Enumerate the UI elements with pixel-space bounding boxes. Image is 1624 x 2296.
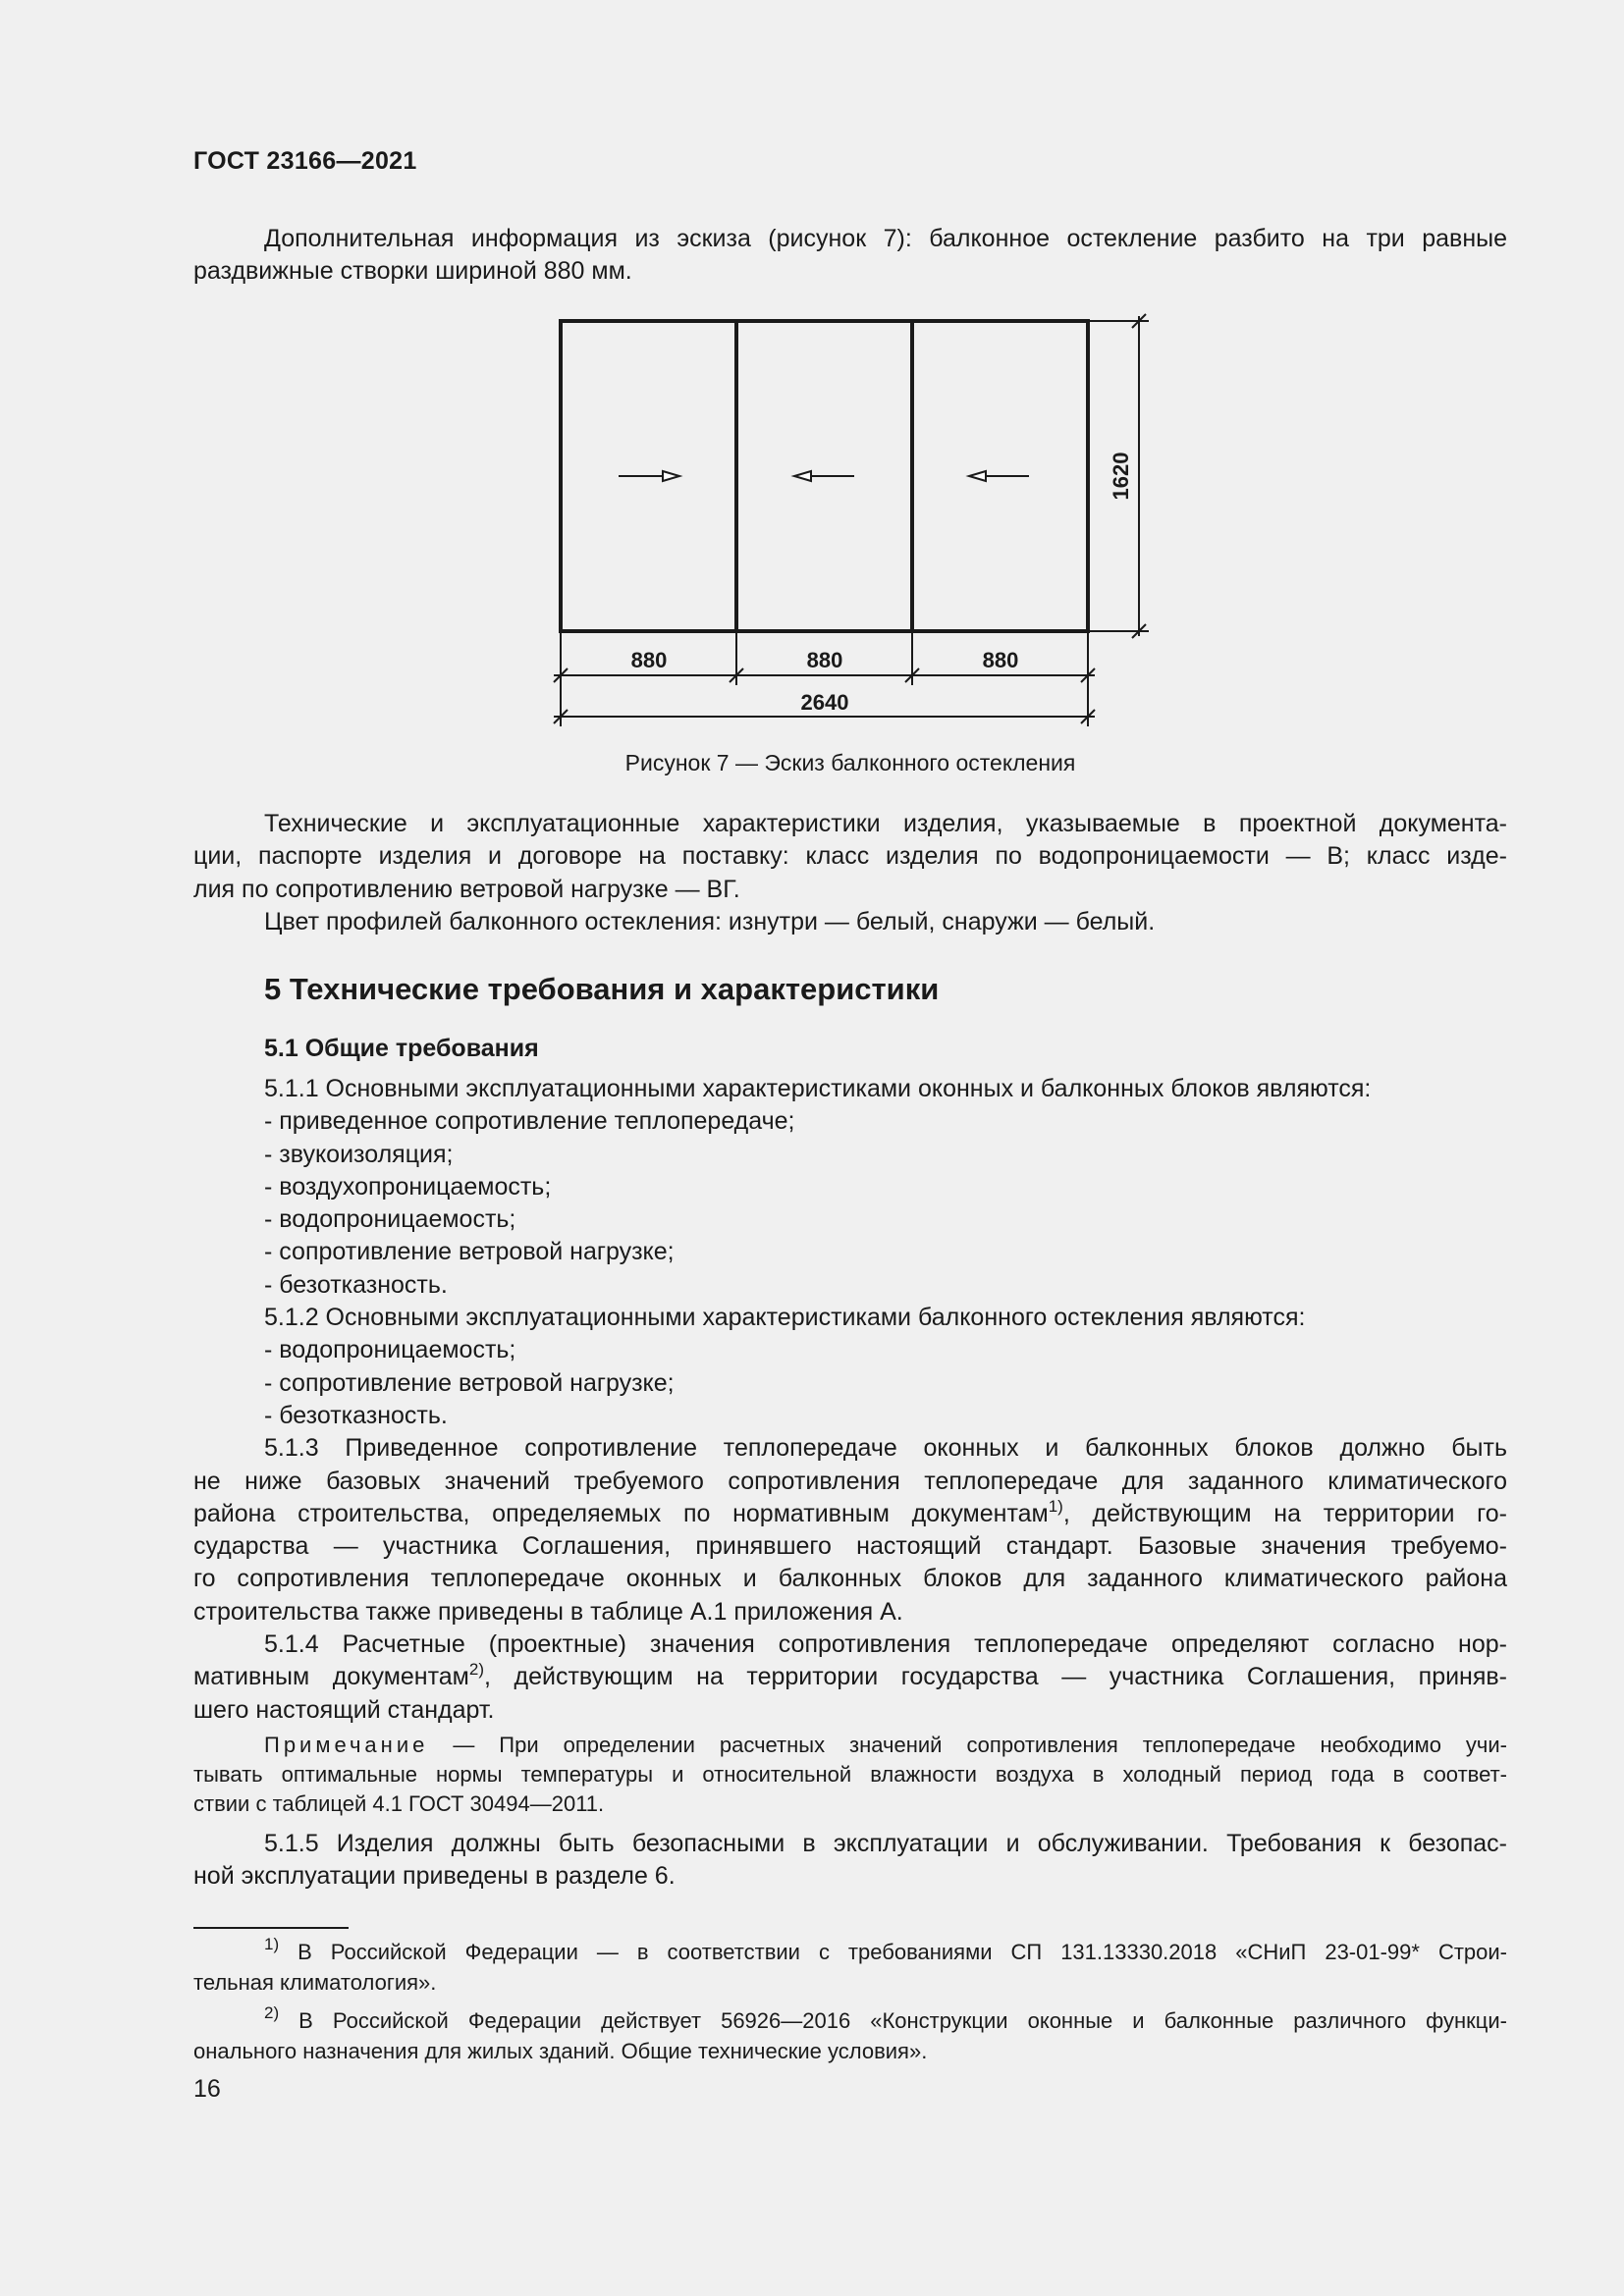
- dim-height-label: 1620: [1109, 452, 1133, 501]
- tech-line-2: ции, паспорте изделия и договоре на поставку: класс изделия по водопроницаемости — В; класс изде-: [193, 842, 1507, 871]
- tech-paragraph: [193, 808, 1507, 938]
- list-item: - водопроницаемость;: [264, 1205, 516, 1234]
- note-label: Примечание: [264, 1733, 429, 1757]
- section-5-body: [193, 1073, 1507, 1727]
- text-run: мативным документам: [193, 1663, 469, 1691]
- footnote-separator: [193, 1927, 349, 1929]
- standard-header: ГОСТ 23166—2021: [193, 147, 417, 175]
- list-item: - сопротивление ветровой нагрузке;: [264, 1368, 675, 1397]
- list-item: - водопроницаемость;: [264, 1336, 516, 1364]
- paragraph-5-1-1: 5.1.1 Основными эксплуатационными характеристиками оконных и балконных блоков являются:: [264, 1075, 1372, 1102]
- sash-arrow-left-icon: [794, 471, 854, 481]
- paragraph-5-1-5-line-2: ной эксплуатации приведены в разделе 6.: [193, 1862, 676, 1891]
- section-5-1-title: 5.1 Общие требования: [264, 1035, 539, 1062]
- note-line-3: ствии с таблицей 4.1 ГОСТ 30494—2011.: [193, 1791, 605, 1816]
- dim-sash-3-label: 880: [982, 648, 1019, 672]
- intro-line-1: Дополнительная информация из эскиза (рисунок 7): балконное остекление разбито на три равные: [264, 225, 1507, 252]
- paragraph-5-1-5: [193, 1828, 1507, 1894]
- sash-arrow-right-icon: [619, 471, 679, 481]
- list-item: - безотказность.: [264, 1270, 448, 1299]
- figure-balcony-glazing-sketch: [0, 0, 1624, 785]
- text-run: В Российской Федерации действует 56926—2016 «Конструкции оконные и балконные различного функци-: [279, 2008, 1507, 2033]
- paragraph-5-1-5-line-1: 5.1.5 Изделия должны быть безопасными в эксплуатации и обслуживании. Требования к безопас-: [264, 1830, 1507, 1857]
- paragraph-5-1-4-line-1: 5.1.4 Расчетные (проектные) значения сопротивления теплопередаче определяют согласно нор-: [264, 1630, 1507, 1659]
- dim-sash-2-label: 880: [806, 648, 843, 672]
- tech-line-3: лия по сопротивлению ветровой нагрузке — ВГ.: [193, 875, 740, 903]
- footnote-1-mark: 1): [264, 1935, 280, 1953]
- list-item: - воздухопроницаемость;: [264, 1172, 552, 1201]
- figure-caption: Рисунок 7 — Эскиз балконного остекления: [624, 750, 1076, 775]
- paragraph-5-1-2: 5.1.2 Основными эксплуатационными характеристиками балконного остекления являются:: [264, 1304, 1306, 1332]
- footnote-2: [193, 2005, 1507, 2066]
- dim-sash-1-label: 880: [630, 648, 668, 672]
- footnote-2-line-1: [193, 2005, 1507, 2036]
- paragraph-5-1-3-line-4: сударства — участника Соглашения, принявшего настоящий стандарт. Базовые значения требуемо-: [193, 1532, 1507, 1561]
- paragraph-5-1-3-line-6: строительства также приведены в таблице А.1 приложения А.: [193, 1597, 903, 1626]
- paragraph-5-1-3-line-2: не ниже базовых значений требуемого сопротивления теплопередаче для заданного климатического: [193, 1467, 1507, 1495]
- text-run: В Российской Федерации — в соответствии с требованиями СП 131.13330.2018 «СНиП 23-01-99* Строи-: [279, 1940, 1507, 1964]
- note-line-1: [193, 1731, 1507, 1760]
- note-block: [193, 1731, 1507, 1819]
- footnote-2-line-2: онального назначения для жилых зданий. Общие технические условия».: [193, 2039, 928, 2063]
- note-line-2: тывать оптимальные нормы температуры и относительной влажности воздуха в холодный период года в соответ-: [193, 1762, 1507, 1787]
- page-number: 16: [193, 2075, 221, 2103]
- dim-total-label: 2640: [800, 690, 849, 715]
- section-5-title: 5 Технические требования и характеристики: [264, 972, 940, 1006]
- list-item: - сопротивление ветровой нагрузке;: [264, 1238, 675, 1266]
- text-run: района строительства, определяемых по нормативным документам: [193, 1499, 1049, 1527]
- footnote-1: [193, 1937, 1507, 1998]
- paragraph-5-1-3-line-1: 5.1.3 Приведенное сопротивление теплопередаче оконных и балконных блоков должно быть: [264, 1434, 1507, 1463]
- footnote-1-line-2: тельная климатология».: [193, 1970, 437, 1995]
- text-run: , действующим на территории го-: [1062, 1499, 1507, 1527]
- list-item: - безотказность.: [264, 1401, 448, 1429]
- color-line: Цвет профилей балконного остекления: изнутри — белый, снаружи — белый.: [264, 907, 1156, 935]
- footnote-ref-1[interactable]: 1): [1048, 1496, 1063, 1516]
- paragraph-5-1-3-line-3: [193, 1498, 1507, 1530]
- footnote-ref-2[interactable]: 2): [468, 1660, 484, 1680]
- list-item: - звукоизоляция;: [264, 1140, 454, 1168]
- text-run: , действующим на территории государства — участника Соглашения, приняв-: [483, 1663, 1508, 1691]
- intro-line-2: раздвижные створки шириной 880 мм.: [193, 257, 632, 286]
- paragraph-5-1-4-line-3: шего настоящий стандарт.: [193, 1695, 495, 1724]
- sash-arrow-left-icon: [969, 471, 1029, 481]
- tech-line-1: Технические и эксплуатационные характеристики изделия, указываемые в проектной документа-: [264, 810, 1507, 837]
- footnote-1-line-1: [193, 1937, 1507, 1967]
- paragraph-5-1-4-line-2: [193, 1661, 1507, 1693]
- footnote-2-mark: 2): [264, 2003, 280, 2022]
- text-run: — При определении расчетных значений сопротивления теплопередаче необходимо учи-: [428, 1733, 1507, 1757]
- paragraph-5-1-3-line-5: го сопротивления теплопередаче оконных и балконных блоков для заданного климатического района: [193, 1565, 1507, 1593]
- list-item: - приведенное сопротивление теплопередаче;: [264, 1107, 795, 1136]
